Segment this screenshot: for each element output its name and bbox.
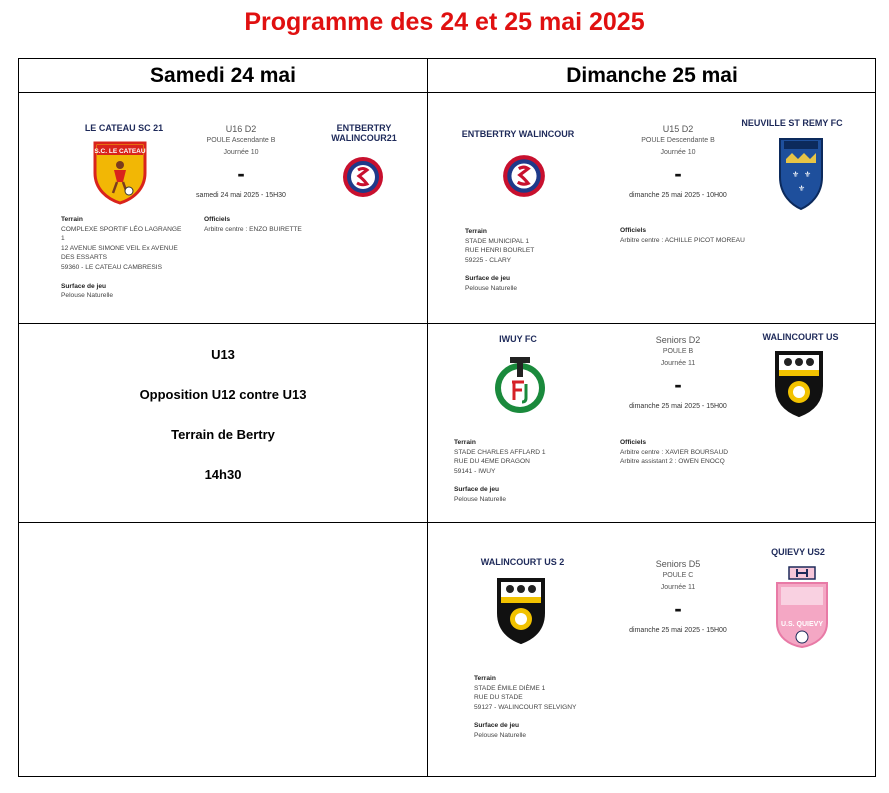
- terrain-info: Terrain STADE MUNICIPAL 1 RUE HENRI BOURLET 59225 - CLARY Surface de jeu Pelouse Naturelle: [465, 228, 535, 292]
- neuville-logo-icon: [776, 133, 826, 211]
- svg-text:⚜: ⚜: [792, 170, 800, 179]
- le-cateau-logo-icon: [89, 139, 151, 205]
- home-team-name: LE CATEAU SC 21: [84, 123, 164, 133]
- match-info: [598, 558, 758, 636]
- match-poule: POULE C: [662, 572, 694, 579]
- terrain-info: Terrain STADE ÉMILE DIÈME 1 RUE DU STADE 59127 - WALINCOURT SELVIGNY Surface de jeu Pelouse Naturelle: [474, 675, 577, 739]
- u13-time: 14h30: [204, 467, 242, 482]
- match-datetime: dimanche 25 mai 2025 - 10H00: [629, 192, 727, 199]
- match-category: U16 D2: [225, 124, 257, 134]
- home-team-name: IWUY FC: [499, 334, 537, 344]
- match-datetime: dimanche 25 mai 2025 - 15H00: [629, 403, 727, 410]
- home-team-name: WALINCOURT US 2: [480, 557, 565, 567]
- away-team-name: WALINCOURT US: [762, 332, 839, 342]
- terrain-info: Terrain COMPLEXE SPORTIF LÉO LAGRANGE 1 12 AVENUE SIMONE VEIL Ex AVENUE DES ESSARTS 59360 - LE CATEAU CAMBRESIS Surface de jeu Pelouse Naturelle: [61, 216, 182, 300]
- match-info: [179, 123, 303, 201]
- match-poule: POULE B: [662, 348, 694, 355]
- away-team-name: QUIEVY US2: [771, 547, 825, 557]
- match-card-u16: [19, 93, 427, 323]
- match-category: Seniors D2: [655, 335, 701, 345]
- svg-text:⚜: ⚜: [798, 184, 806, 193]
- match-score: -: [674, 596, 682, 621]
- match-score: -: [674, 161, 682, 186]
- match-journee: Journée 10: [223, 149, 259, 156]
- u13-location: Terrain de Bertry: [171, 427, 275, 442]
- away-team-name: ENTBERTRY WALINCOUR21: [331, 123, 397, 143]
- u13-event: [19, 335, 427, 495]
- schedule-table: [18, 58, 876, 777]
- entbertry-logo-icon: [501, 153, 547, 199]
- svg-text:⚜: ⚜: [804, 170, 812, 179]
- u13-title: U13: [211, 347, 235, 362]
- match-card-u15: [428, 93, 876, 323]
- match-category: Seniors D5: [655, 559, 701, 569]
- u13-description: Opposition U12 contre U13: [139, 387, 307, 402]
- away-team-name: NEUVILLE ST REMY FC: [741, 118, 843, 128]
- match-card-seniors-d5: [428, 523, 876, 777]
- match-score: -: [674, 372, 682, 397]
- match-datetime: samedi 24 mai 2025 - 15H30: [196, 192, 286, 199]
- officiels-info: Officiels Arbitre centre : ACHILLE PICOT MOREAU: [620, 227, 745, 244]
- match-poule: POULE Descendante B: [641, 137, 715, 144]
- match-journee: Journée 10: [660, 149, 696, 156]
- match-journee: Journée 11: [660, 584, 696, 591]
- match-poule: POULE Ascendante B: [206, 137, 276, 144]
- terrain-info: Terrain STADE CHARLES AFFLARD 1 RUE DU 4EME DRAGON 59141 - IWUY Surface de jeu Pelouse Naturelle: [454, 439, 546, 503]
- walincourt-logo-icon: [772, 348, 826, 418]
- page-title: Programme des 24 et 25 mai 2025: [244, 8, 645, 36]
- match-info: [598, 334, 758, 412]
- home-team-name: ENTBERTRY WALINCOUR: [461, 129, 575, 139]
- saturday-header: Samedi 24 mai: [150, 64, 296, 87]
- match-info: [608, 123, 748, 201]
- match-card-seniors-d2: [428, 324, 876, 522]
- logo-text: U.S. QUIEVY: [780, 621, 824, 628]
- match-datetime: dimanche 25 mai 2025 - 15H00: [629, 627, 727, 634]
- match-category: U15 D2: [662, 124, 694, 134]
- match-score: -: [237, 161, 245, 186]
- entbertry-logo-icon: [341, 155, 385, 199]
- officiels-info: Officiels Arbitre centre : ENZO BUIRETTE: [204, 216, 302, 233]
- match-journee: Journée 11: [660, 360, 696, 367]
- officiels-info: Officiels Arbitre centre : XAVIER BOURSAUD Arbitre assistant 2 : OWEN ENOCQ: [620, 439, 728, 466]
- quievy-logo-icon: [771, 565, 833, 649]
- walincourt-logo-icon: [494, 575, 548, 645]
- iwuy-logo-icon: [492, 354, 548, 414]
- logo-text: S.C. LE CATEAU: [94, 148, 146, 155]
- sunday-header: Dimanche 25 mai: [566, 64, 738, 87]
